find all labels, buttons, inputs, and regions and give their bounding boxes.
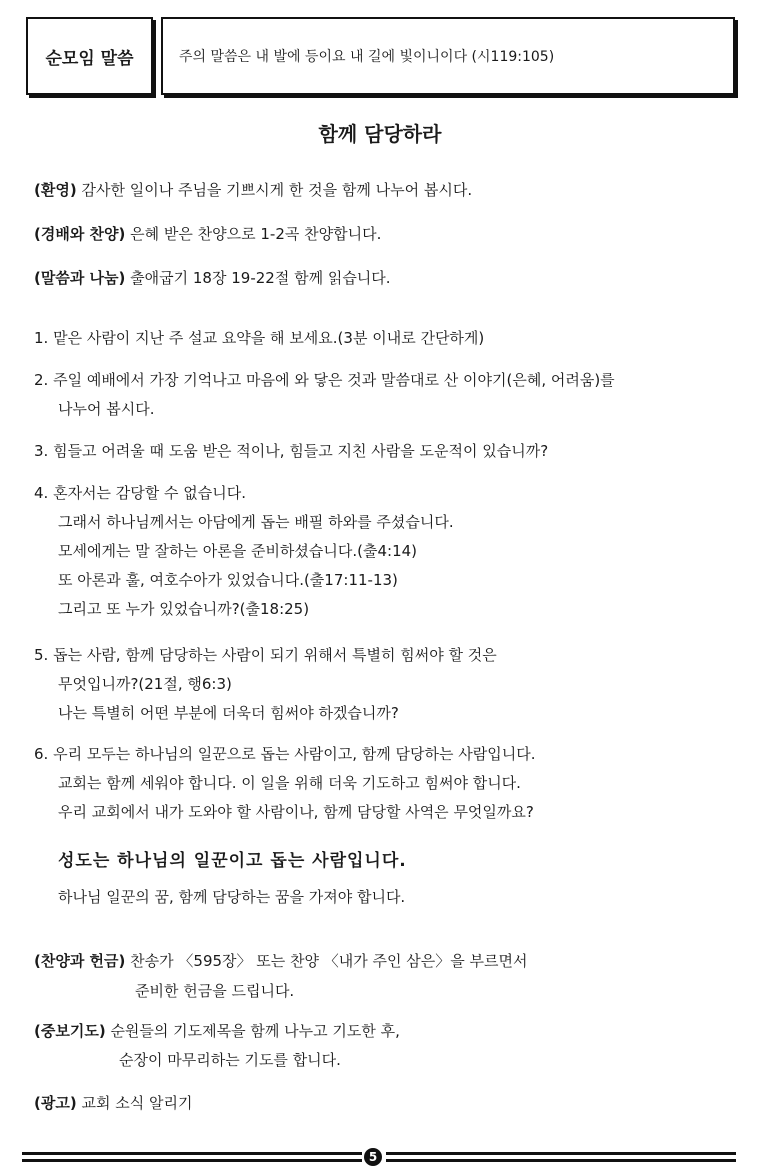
intro-welcome: (환영) 감사한 일이나 주님을 기쁘시게 한 것을 함께 나누어 봅시다. <box>34 181 473 199</box>
question-4: 4. 혼자서는 감당할 수 없습니다. <box>34 484 247 502</box>
question-5: 5. 돕는 사람, 함께 담당하는 사람이 되기 위해서 특별히 힘써야 할 것은 <box>34 646 497 664</box>
question-4-line-3: 모세에게는 말 잘하는 아론을 준비하셨습니다.(출4:14) <box>58 542 418 560</box>
question-4-line-4: 또 아론과 훌, 여호수아가 있었습니다.(출17:11-13) <box>58 571 398 589</box>
verse-box <box>161 17 735 95</box>
question-2-cont: 나누어 봅시다. <box>58 400 155 418</box>
question-1: 1. 맡은 사람이 지난 주 설교 요약을 해 보세요.(3분 이내로 간단하게) <box>34 329 485 347</box>
question-4-line-2: 그래서 하나님께서는 아담에게 돕는 배필 하와를 주셨습니다. <box>58 513 454 531</box>
footer-rule-left <box>22 1152 362 1162</box>
section-label: 순모임 말씀 <box>45 48 134 69</box>
page-number: 5 <box>364 1148 382 1166</box>
closing-offering: (찬양과 헌금) 찬송가 〈595장〉 또는 찬양 〈내가 주인 삼은〉을 부르면서 <box>34 952 528 970</box>
emphasis-headline: 성도는 하나님의 일꾼이고 돕는 사람입니다. <box>58 851 407 871</box>
question-6: 6. 우리 모두는 하나님의 일꾼으로 돕는 사람이고, 함께 담당하는 사람입니다. <box>34 745 536 763</box>
verse-text: 주의 말씀은 내 발에 등이요 내 길에 빛이니이다 (시119:105) <box>179 49 555 65</box>
section-label-box <box>26 17 153 95</box>
closing-announcement: (광고) 교회 소식 알리기 <box>34 1094 193 1112</box>
question-2: 2. 주일 예배에서 가장 기억나고 마음에 와 닿은 것과 말씀대로 산 이야기(은혜, 어려움)를 <box>34 371 615 389</box>
page-title: 함께 담당하라 <box>318 122 442 146</box>
footer-rule-right <box>386 1152 736 1162</box>
closing-offering-cont: 준비한 헌금을 드립니다. <box>135 982 295 1000</box>
emphasis-subline: 하나님 일꾼의 꿈, 함께 담당하는 꿈을 가져야 합니다. <box>58 888 406 906</box>
closing-intercession: (중보기도) 순원들의 기도제목을 함께 나누고 기도한 후, <box>34 1022 400 1040</box>
question-6-line-3: 우리 교회에서 내가 도와야 할 사람이나, 함께 담당할 사역은 무엇일까요? <box>58 803 534 821</box>
intro-word: (말씀과 나눔) 출애굽기 18장 19-22절 함께 읽습니다. <box>34 269 391 287</box>
closing-intercession-cont: 순장이 마무리하는 기도를 합니다. <box>119 1051 341 1069</box>
intro-worship: (경배와 찬양) 은혜 받은 찬양으로 1-2곡 찬양합니다. <box>34 225 382 243</box>
question-6-line-2: 교회는 함께 세워야 합니다. 이 일을 위해 더욱 기도하고 힘써야 합니다. <box>58 774 521 792</box>
question-5-line-2: 무엇입니까?(21절, 행6:3) <box>58 675 232 693</box>
question-3: 3. 힘들고 어려울 때 도움 받은 적이나, 힘들고 지친 사람을 도운적이 있습니까? <box>34 442 549 460</box>
question-5-line-3: 나는 특별히 어떤 부분에 더욱더 힘써야 하겠습니까? <box>58 704 399 722</box>
question-4-line-5: 그리고 또 누가 있었습니까?(출18:25) <box>58 600 310 618</box>
